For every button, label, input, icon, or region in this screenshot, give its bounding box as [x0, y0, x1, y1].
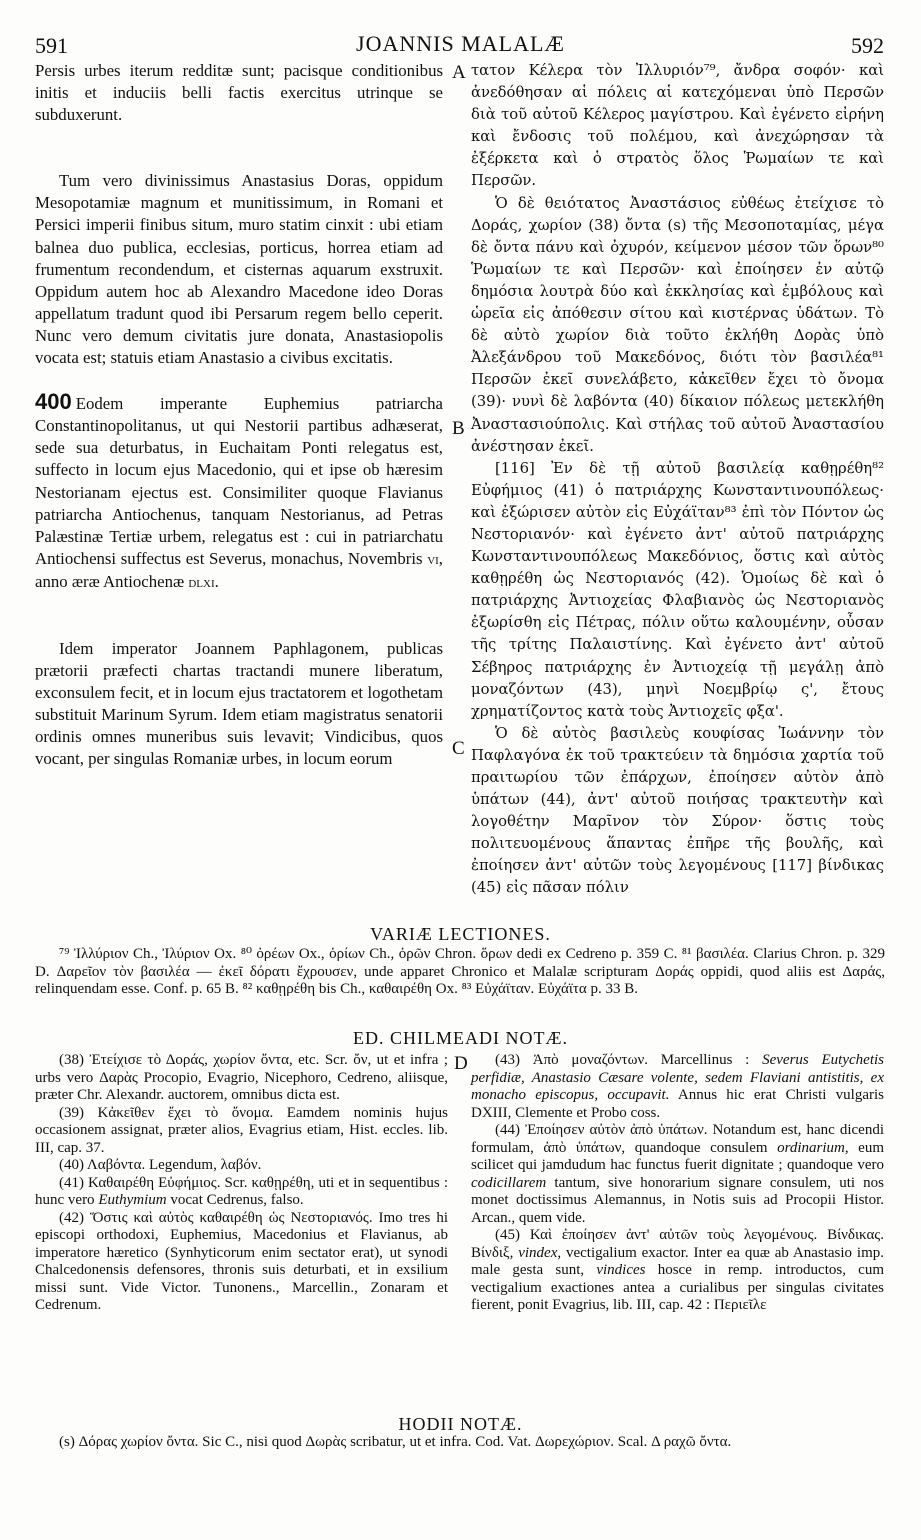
- latin-text: .: [214, 571, 219, 591]
- note-text: (43) Ἀπὸ μοναζόντων. Marcellinus :: [495, 1052, 763, 1068]
- latin-numeral: dlxi: [188, 574, 215, 591]
- note-text: (41) Καθαιρέθη Εὐφήμιος. Scr. καθῃρέθη, uti et in sequentibus : hunc vero: [35, 1174, 448, 1208]
- note-43: [471, 1052, 884, 1122]
- note-text: , vectigalium exactor. Inter ea quæ ab Anastasio imp. male gesta sunt,: [471, 1244, 884, 1278]
- note-text: (44) Ἐποίησεν αὐτὸν ἀπὸ ὑπάτων. Notandum est, hanc dicendi formulam, ἀπὸ ὑπάτων, quandoque consulem: [471, 1122, 884, 1156]
- note-italic: Euthymium: [98, 1192, 167, 1208]
- greek-column: [471, 60, 884, 900]
- note-italic: codicillarem: [471, 1174, 547, 1191]
- latin-text: , anno æræ Antiochenæ: [35, 548, 443, 591]
- margin-letter-c: C: [452, 738, 465, 759]
- note-text: hosce in remp. introductos, cum vectigalium exactiones antea a curialibus per singulas civitates fierent, ponit Evagrius, lib. III, cap. 42 : Περιεῖλε: [471, 1262, 884, 1313]
- section-number: 400: [35, 389, 72, 415]
- page-number-right: 592: [851, 33, 884, 58]
- note-text: (45) Καὶ ἐποίησεν ἀντ' αὐτῶν τοὺς λεγομένους. Βίνδικας. Βίνδιξ,: [471, 1227, 884, 1261]
- note-39: (39) Κἀκεῖθεν ἔχει τὸ ὄνομα. Eamdem nominis hujus occasionem assignat, præter alios, Evagrius etiam, Hist. eccles. lib. III, cap. 37.: [35, 1104, 448, 1156]
- margin-letter-b: B: [452, 418, 465, 439]
- chilmeadi-notes-left: [35, 1052, 448, 1315]
- hodii-text: (s) Δόρας χωρίον ὄντα. Sic C., nisi quod Δωρὰς scribatur, ut et infra. Cod. Vat. Δωρεχώριον. Scal. Δ ραχῶ ὄντα.: [59, 1434, 732, 1450]
- latin-paragraph: Tum vero divinissimus Anastasius Doras, oppidum Mesopotamiæ magnum et munitissimum, in Romani et Persici imperii finibus situm, muro statim cinxit : ubi etiam balnea duo publica, ecclesias, porticus, horrea etiam ad frumentum recondendum, et cisternas aquarum exstruxit. Oppidum autem hoc ab Alexandro Macedone ideo Doras appellatum tradunt quod ibi Persarum regem bello ceperit. Nunc vero demum civitatis jure donata, Anastasiopolis vocata est; statuis etiam Anastasio a civibus excitatis.: [35, 171, 443, 368]
- margin-letter-d: D: [454, 1053, 468, 1074]
- page-number-left: 591: [35, 33, 68, 58]
- latin-text: Eodem imperante Euphemius patriarcha Constantinopolitanus, ut qui Nestorii partibus adhæserat, sede sua deturbatus, in Euchaitam Ponti relegatus est, suffecto in locum ejus Macedonio, qui et ipse ob hæresim Nestorianam ejectus est. Consimiliter quoque Flavianus patriarcha Antiochenus, tanquam Nestorianus, ad Petras Palæstinæ Tertiæ urbem, relegatus est : cui in patriarchatu Antiochensi suffectus est Severus, monachus, Novembris: [35, 394, 443, 568]
- greek-paragraph: Ὁ δὲ θειότατος Ἀναστάσιος εὐθέως ἐτείχισε τὸ Δοράς, χωρίον (38) ὄντα (s) τῆς Μεσοποταμίας, μέγα δὲ ὄντα πάνυ καὶ ὀχυρόν, κείμενον μέσον τῶν ὅρων⁸⁰ Ῥωμαίων τε καὶ Περσῶν· καὶ ἐποίησεν ἐν αὐτῷ δημόσια λουτρὰ δύο καὶ ἐκκλησίας καὶ ἐμβόλους καὶ ὡρεῖα εἰς ἀπόθεσιν σίτου καὶ κιστέρνας ὑδάτων. Τὸ δὲ αὐτὸ χωρίον διὰ τοῦτο ἐκλήθη Δορὰς ὑπὸ Ἀλεξάνδρου τοῦ Μακεδόνος, διότι τὸν βασιλέα⁸¹ Περσῶν ἐκεῖ συνελάβετο, κἀκεῖθεν ἔχει τὸ ὄνομα (39)· νυνὶ δὲ λαβόντα (40) δίκαιον πόλεως μετεκλήθη Ἀναστασιούπολις. Καὶ στήλας τοῦ αὐτοῦ Ἀναστασίου ἀνέστησαν ἐκεῖ.: [471, 194, 884, 455]
- note-italic: Severus Eutychetis perfidiæ, Anastasio Cæsare volente, sedem Flaviani antistitis, ex monacho episcopus, occupavit.: [471, 1052, 884, 1103]
- note-44: [471, 1122, 884, 1227]
- note-41: [35, 1175, 448, 1210]
- varia-heading: VARIÆ LECTIONES.: [370, 924, 551, 944]
- note-text: vocat Cedrenus, falso.: [166, 1192, 304, 1208]
- chilmeadi-heading: ED. CHILMEADI NOTÆ.: [353, 1028, 568, 1048]
- varia-text: ⁷⁹ Ἰλλύριον Ch., Ἰλύριον Ox. ⁸⁰ ὀρέων Ox., ὁρίων Ch., ὀρῶν Chron. ὅρων dedi ex Cedreno p. 359 C. ⁸¹ βασιλέα. Clarius Chron. p. 329 D. Δαρεῖον τὸν βασιλέα — ἐκεῖ δόρατι ἔχρουσεν, unde apparet Chronico et Malalæ scripturam Δοράς oppidi, quod aliis est Δαράς, relinquendam esse. Conf. p. 65 B. ⁸² καθῃρέθη bis Ch., καθαιρέθη Ox. ⁸³ Εὐχάϊταν. Εὐχάϊτα p. 33 B.: [35, 946, 885, 997]
- running-title: JOANNIS MALALÆ: [356, 31, 565, 56]
- note-text: , eum scilicet qui jamdudum hac functus fuerit dignitate ; quandoque vero: [471, 1139, 884, 1173]
- note-italic: vindex: [518, 1244, 558, 1261]
- note-38: (38) Ἐτείχισε τὸ Δοράς, χωρίον ὄντα, etc. Scr. ὄν, ut et infra ; urbs vero Δαρὰς Procopio, Evagrio, Nicephoro, Cedreno, aliisque, præter Chr. Alexandr. auctorem, omnibus dicta est.: [35, 1052, 448, 1103]
- latin-paragraph: Idem imperator Joannem Paphlagonem, publicas prætorii præfecti chartas tractandi munere liberatum, exconsulem fecit, et in locum ejus tractatorem et logothetam substituit Marinum Syrum. Idem etiam magistratus senatorii ordinis omnes muneribus suis levavit; Vindicibus, quos vocant, per singulas Romaniæ urbes, in locum eorum: [35, 638, 443, 769]
- note-italic: ordinarium: [777, 1139, 845, 1156]
- note-italic: vindices: [596, 1262, 646, 1278]
- margin-letter-a: A: [452, 62, 466, 83]
- hodii-heading: HODII NOTÆ.: [398, 1414, 523, 1434]
- greek-paragraph: [116] Ἐν δὲ τῇ αὐτοῦ βασιλείᾳ καθῃρέθη⁸² Εὐφήμιος (41) ὁ πατριάρχης Κωνσταντινουπόλεως· καὶ ἐξώρισεν αὐτὸν εἰς Εὐχάϊταν⁸³ ἐπὶ τὸν Πόντον ὡς Νεστοριανόν· καὶ ἐγένετο ἀντ' αὐτοῦ πατριάρχης Κωνσταντινουπόλεως Μακεδόνιος, ὅστις καὶ αὐτὸς καθῃρέθη ὡς Νεστοριανός (42). Ὁμοίως δὲ καὶ ὁ πατριάρχης Ἀντιοχείας Φλαβιανὸς ὡς Νεστοριανὸς ἐξωρίσθη εἰς Πέτρας, πόλιν οὕτω καλουμένην, οὖσαν τῆς τρίτης Παλαιστίνης. Καὶ ἐγένετο ἀντ' αὐτοῦ Σέβηρος πατριάρχης ἐν Ἀντιοχείᾳ τῇ μεγάλῃ ἀπὸ μοναζόντων (43), μηνὶ Νοεμβρίῳ ς', ἔτους χρηματίζοντος κατὰ τοὺς Ἀντιοχεῖς φξα'.: [471, 459, 884, 720]
- hodii-notes: [35, 1434, 885, 1452]
- greek-paragraph: Ὁ δὲ αὐτὸς βασιλεὺς κουφίσας Ἰωάννην τὸν Παφλαγόνα ἐκ τοῦ τρακτεύειν τὰ δημόσια χαρτία τοῦ πραιτωρίου τῶν ἐπάρχων, ἐποίησεν αὐτὸν ἀπὸ ὑπάτων (44), ἀντ' αὐτοῦ ποιήσας τρακτευτὴν καὶ λογοθέτην Μαρῖνον τὸν Σύρον· ὅστις τοὺς πολιτευομένους ἅπαντας ἐπῆρε τῆς βουλῆς, καὶ ἐποίησεν ἀντ' αὐτῶν τοὺς λεγομένους [117] βίνδικας (45) εἰς πᾶσαν πόλιν: [471, 724, 884, 897]
- latin-column: [35, 60, 443, 771]
- chilmeadi-notes-right: [471, 1052, 884, 1315]
- greek-paragraph: τατον Κέλερα τὸν Ἰλλυριόν⁷⁹, ἄνδρα σοφόν· καὶ ἀνεδόθησαν αἱ πόλεις αἱ κατεχόμεναι ὑπὸ Περσῶν διὰ τοῦ αὐτοῦ Κέλερος μαγίστρου. Καὶ ἐγένετο εἰρήνη καὶ ἔνδοσις τοῦ πολέμου, καὶ ἀνεχώρησαν τὰ ἐξέρκετα καὶ ὁ στρατὸς ὅλος Ῥωμαίων τε καὶ Περσῶν.: [471, 62, 884, 190]
- note-42: (42) Ὅστις καὶ αὐτὸς καθαιρέθη ὡς Νεστοριανός. Imo tres hi episcopi orthodoxi, Euphemius, Macedonius et Flavianus, ab imperatore hæretico (Synhyticorum enim sectator erat), ut synodi Chalcedonensis defensores, thronis suis deturbati, et in exsilium missi sunt. Vide Victor. Tunonens., Marcellin., Zonaram et Cedrenum.: [35, 1209, 448, 1313]
- note-45: [471, 1227, 884, 1315]
- latin-paragraph-400: [35, 391, 443, 594]
- note-text: Annus hic erat Christi vulgaris DXIII, Clemente et Probo coss.: [471, 1087, 884, 1121]
- varia-notes: [35, 946, 885, 999]
- latin-numeral: vi: [427, 551, 439, 568]
- note-40: (40) Λαβόντα. Legendum, λαβόν.: [59, 1157, 262, 1173]
- latin-paragraph: Persis urbes iterum redditæ sunt; pacisque conditionibus initis et induciis belli factis exercitus utrinque se subduxerunt.: [35, 61, 443, 125]
- note-text: tantum, sive honorarium signare consulem, uti nos monet doctissimus Alemannus, in Notis suis ad Procopii Histor. Arcan., quem vide.: [471, 1174, 884, 1226]
